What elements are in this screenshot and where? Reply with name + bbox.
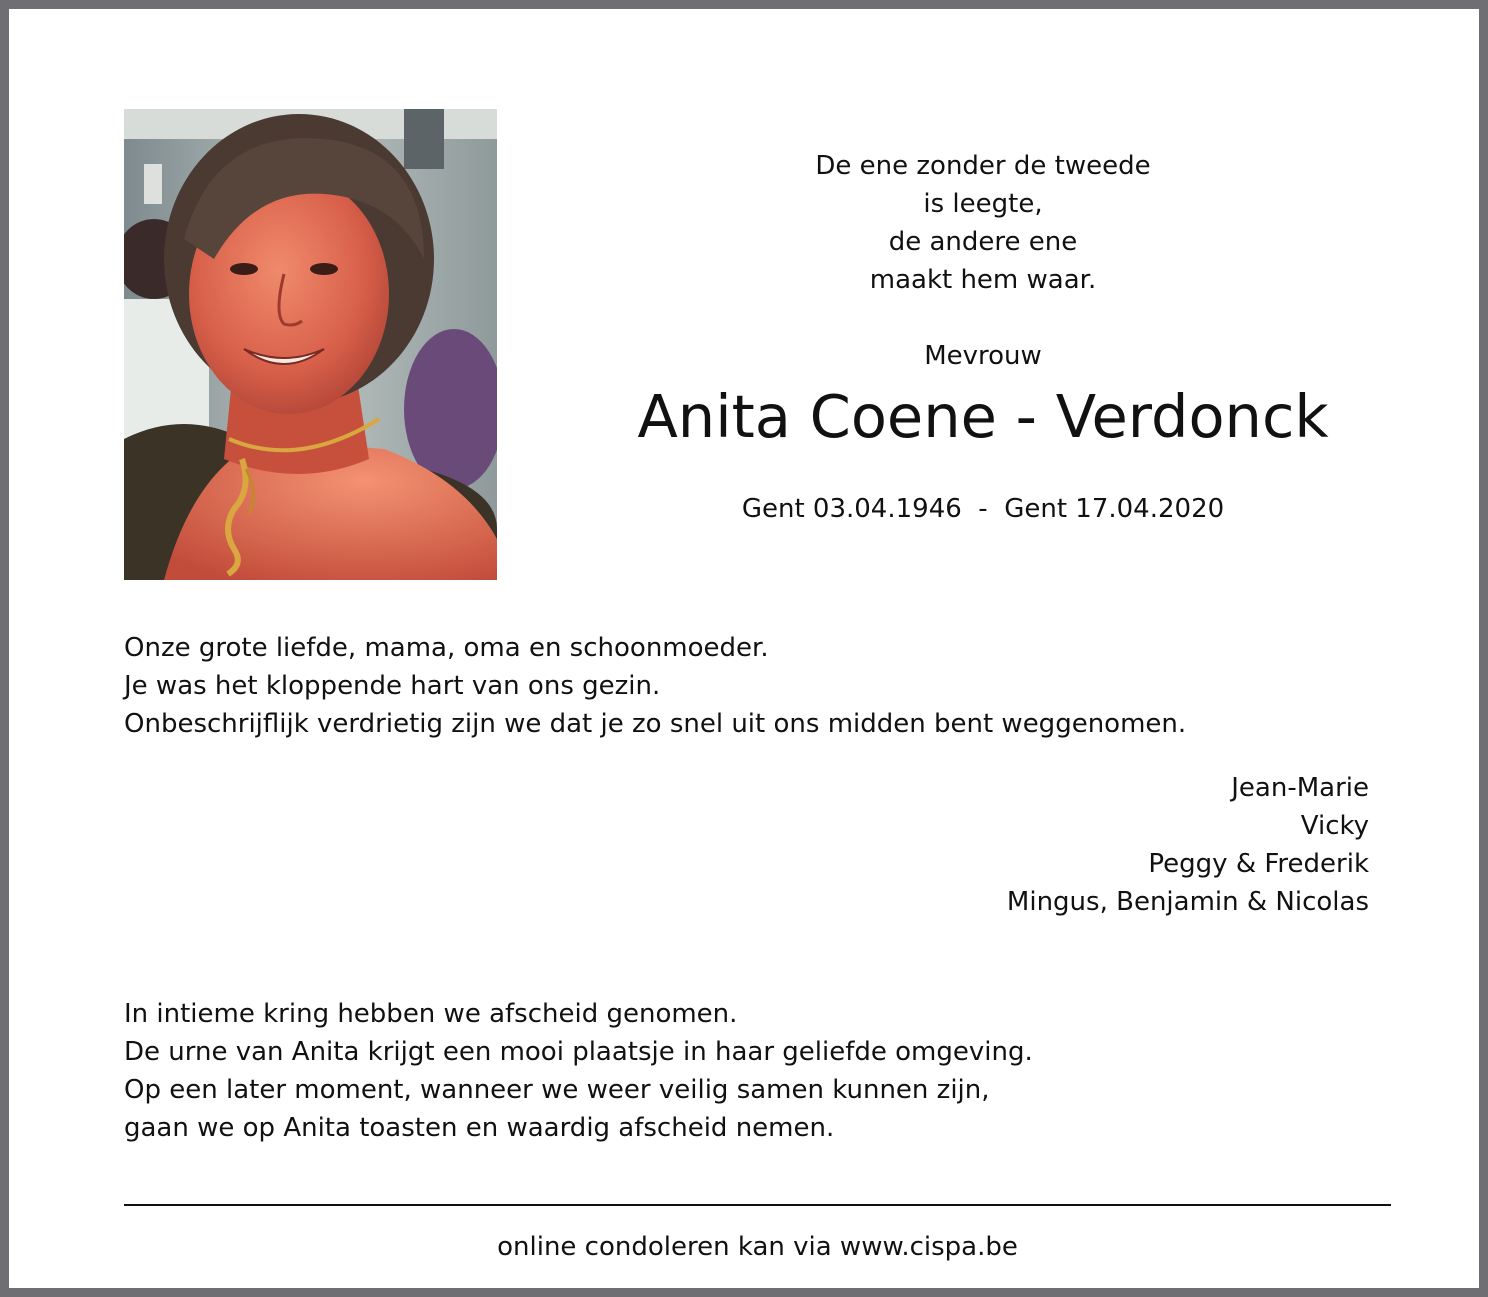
- family-signatures: [769, 769, 1369, 921]
- poem-line: maakt hem waar.: [869, 265, 1097, 295]
- farewell-line: gaan we op Anita toasten en waardig afscheid nemen.: [124, 1113, 835, 1143]
- divider-line: [124, 1204, 1391, 1206]
- poem-line: de andere ene: [888, 227, 1078, 257]
- tribute-line: Onze grote liefde, mama, oma en schoonmoeder.: [124, 633, 769, 663]
- poem-line: De ene zonder de tweede: [815, 151, 1151, 181]
- condolence-footer: online condoleren kan via www.cispa.be: [497, 1232, 1018, 1262]
- poem: [583, 147, 1383, 299]
- portrait-photo: [124, 109, 497, 580]
- family-name: Jean-Marie: [1231, 773, 1369, 803]
- farewell-line: De urne van Anita krijgt een mooi plaatsje in haar geliefde omgeving.: [124, 1037, 1033, 1067]
- portrait-illustration: [124, 109, 497, 580]
- poem-line: is leegte,: [923, 189, 1043, 219]
- deceased-name: Anita Coene - Verdonck: [637, 382, 1329, 451]
- family-name: Vicky: [1300, 811, 1369, 841]
- family-name: Peggy & Frederik: [1148, 849, 1369, 879]
- farewell-line: In intieme kring hebben we afscheid genomen.: [124, 999, 738, 1029]
- farewell-text: [124, 995, 1384, 1147]
- family-name: Mingus, Benjamin & Nicolas: [1006, 887, 1369, 917]
- tribute-text: [124, 629, 1384, 743]
- tribute-line: Je was het kloppende hart van ons gezin.: [124, 671, 661, 701]
- life-dates: Gent 03.04.1946 - Gent 17.04.2020: [741, 494, 1225, 524]
- tribute-line: Onbeschrijflijk verdrietig zijn we dat je zo snel uit ons midden bent weggenomen.: [124, 709, 1187, 739]
- farewell-line: Op een later moment, wanneer we weer veilig samen kunnen zijn,: [124, 1075, 990, 1105]
- honorific: Mevrouw: [924, 341, 1042, 371]
